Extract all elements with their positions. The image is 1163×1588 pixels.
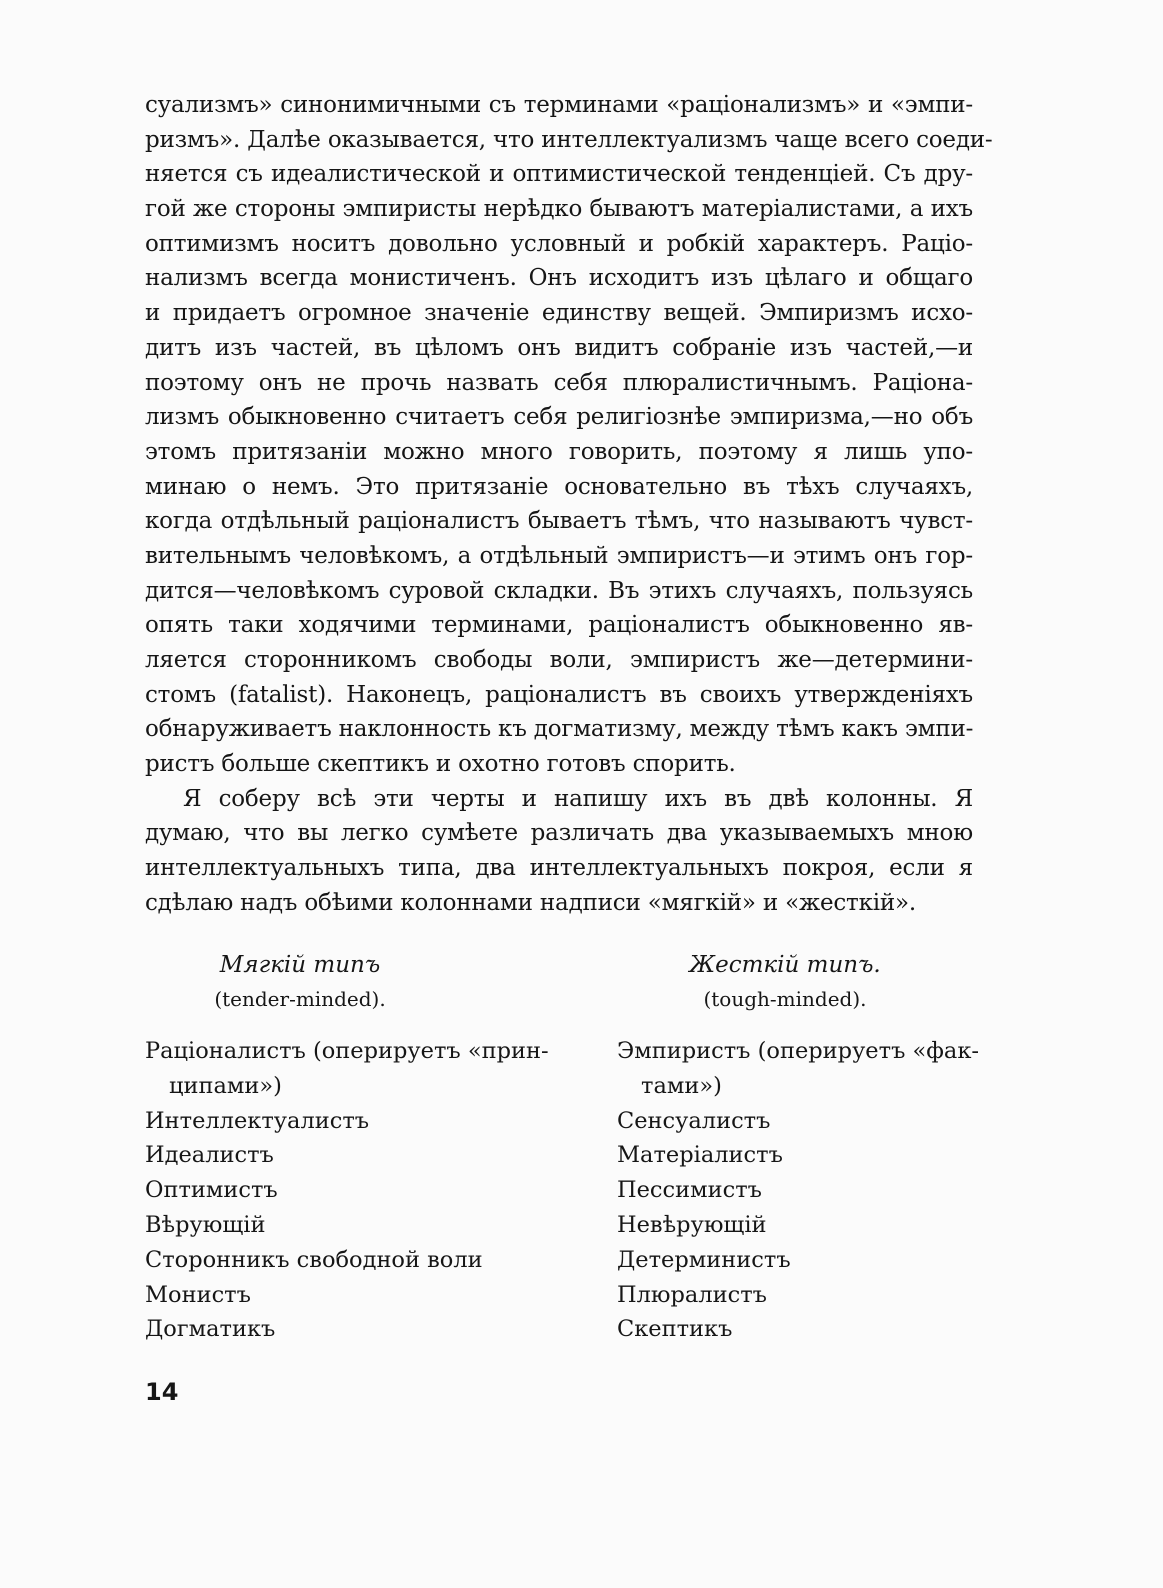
- text-line: дится—человѣкомъ суровой складки. Въ этихъ случаяхъ, пользуясь: [145, 577, 973, 604]
- tender-traits-list: [145, 1034, 549, 1347]
- list-item: Оптимистъ: [145, 1177, 278, 1204]
- list-item: тами»): [641, 1072, 722, 1099]
- text-line: лизмъ обыкновенно считаетъ себя религіознѣе эмпиризма,—но объ: [145, 404, 973, 431]
- list-item: Скептикъ: [617, 1316, 733, 1343]
- page-number: 14: [145, 1378, 179, 1406]
- text-line: поэтому онъ не прочь назвать себя плюралистичнымъ. Раціона-: [145, 369, 973, 396]
- text-line: опять таки ходячими терминами, раціоналистъ обыкновенно яв-: [145, 612, 973, 639]
- list-item: Пессимистъ: [617, 1177, 762, 1204]
- list-item: Невѣрующій: [617, 1211, 767, 1238]
- text-line: дитъ изъ частей, въ цѣломъ онъ видитъ собраніе изъ частей,—и: [145, 334, 973, 361]
- text-line: этомъ притязаніи можно много говорить, поэтому я лишь упо-: [145, 438, 973, 465]
- tough-column-heading: [635, 948, 935, 1016]
- tender-column-heading: [170, 948, 430, 1016]
- list-item: Монистъ: [145, 1281, 251, 1308]
- text-line: няется съ идеалистической и оптимистической тенденціей. Съ дру-: [145, 161, 973, 188]
- tender-title: Мягкій типъ: [219, 952, 381, 978]
- list-item: Раціоналистъ (оперируетъ «прин-: [145, 1038, 549, 1064]
- list-item: Сенсуалистъ: [617, 1107, 771, 1134]
- text-line: ляется сторонникомъ свободы воли, эмпиристъ же—детермини-: [145, 647, 973, 673]
- text-line: оптимизмъ носитъ довольно условный и робкій характеръ. Раціо-: [145, 230, 973, 257]
- text-line: нализмъ всегда монистиченъ. Онъ исходитъ изъ цѣлаго и общаго: [145, 265, 973, 292]
- text-line: стомъ (fatalist). Наконецъ, раціоналистъ въ своихъ утвержденіяхъ: [145, 681, 973, 708]
- list-item: Плюралистъ: [617, 1281, 767, 1308]
- tough-title: Жесткій типъ.: [689, 952, 881, 978]
- text-line: интеллектуальныхъ типа, два интеллектуальныхъ покроя, если я: [145, 855, 973, 882]
- list-item: Интеллектуалистъ: [145, 1107, 370, 1134]
- text-line: сдѣлаю надъ обѣими колоннами надписи «мягкій» и «жесткій».: [145, 889, 917, 916]
- text-line: вительнымъ человѣкомъ, а отдѣльный эмпиристъ—и этимъ онъ гор-: [145, 542, 973, 569]
- body-text: [145, 88, 993, 921]
- text-line: ризмъ». Далѣе оказывается, что интеллектуализмъ чаще всего соеди-: [145, 126, 993, 153]
- list-item: Идеалистъ: [145, 1142, 274, 1169]
- tough-traits-list: [617, 1034, 979, 1347]
- list-item: Сторонникъ свободной воли: [145, 1246, 483, 1273]
- text-line: обнаруживаетъ наклонность къ догматизму, между тѣмъ какъ эмпи-: [145, 716, 974, 743]
- tender-subtitle: (tender-minded).: [214, 987, 386, 1011]
- list-item: Матеріалистъ: [617, 1142, 783, 1169]
- text-line: гой же стороны эмпиристы нерѣдко бываютъ матеріалистами, а ихъ: [145, 196, 973, 223]
- text-line: суализмъ» синонимичными съ терминами «раціонализмъ» и «эмпи-: [145, 92, 973, 118]
- text-line: когда отдѣльный раціоналистъ бываетъ тѣмъ, что называютъ чувст-: [145, 508, 973, 535]
- text-line: ристъ больше скептикъ и охотно готовъ спорить.: [145, 751, 736, 778]
- list-item: ципами»): [169, 1072, 282, 1099]
- text-line: минаю о немъ. Это притязаніе основательно въ тѣхъ случаяхъ,: [145, 473, 973, 500]
- list-item: Эмпиристъ (оперируетъ «фак-: [617, 1038, 979, 1064]
- tough-subtitle: (tough-minded).: [703, 987, 867, 1011]
- text-line: думаю, что вы легко сумѣете различать два указываемыхъ мною: [145, 820, 973, 847]
- text-line: Я соберу всѣ эти черты и напишу ихъ въ двѣ колонны. Я: [183, 785, 973, 812]
- list-item: Догматикъ: [145, 1316, 276, 1343]
- text-line: и придаетъ огромное значеніе единству вещей. Эмпиризмъ исхо-: [145, 300, 973, 327]
- list-item: Вѣрующій: [145, 1211, 266, 1238]
- list-item: Детерминистъ: [617, 1246, 791, 1273]
